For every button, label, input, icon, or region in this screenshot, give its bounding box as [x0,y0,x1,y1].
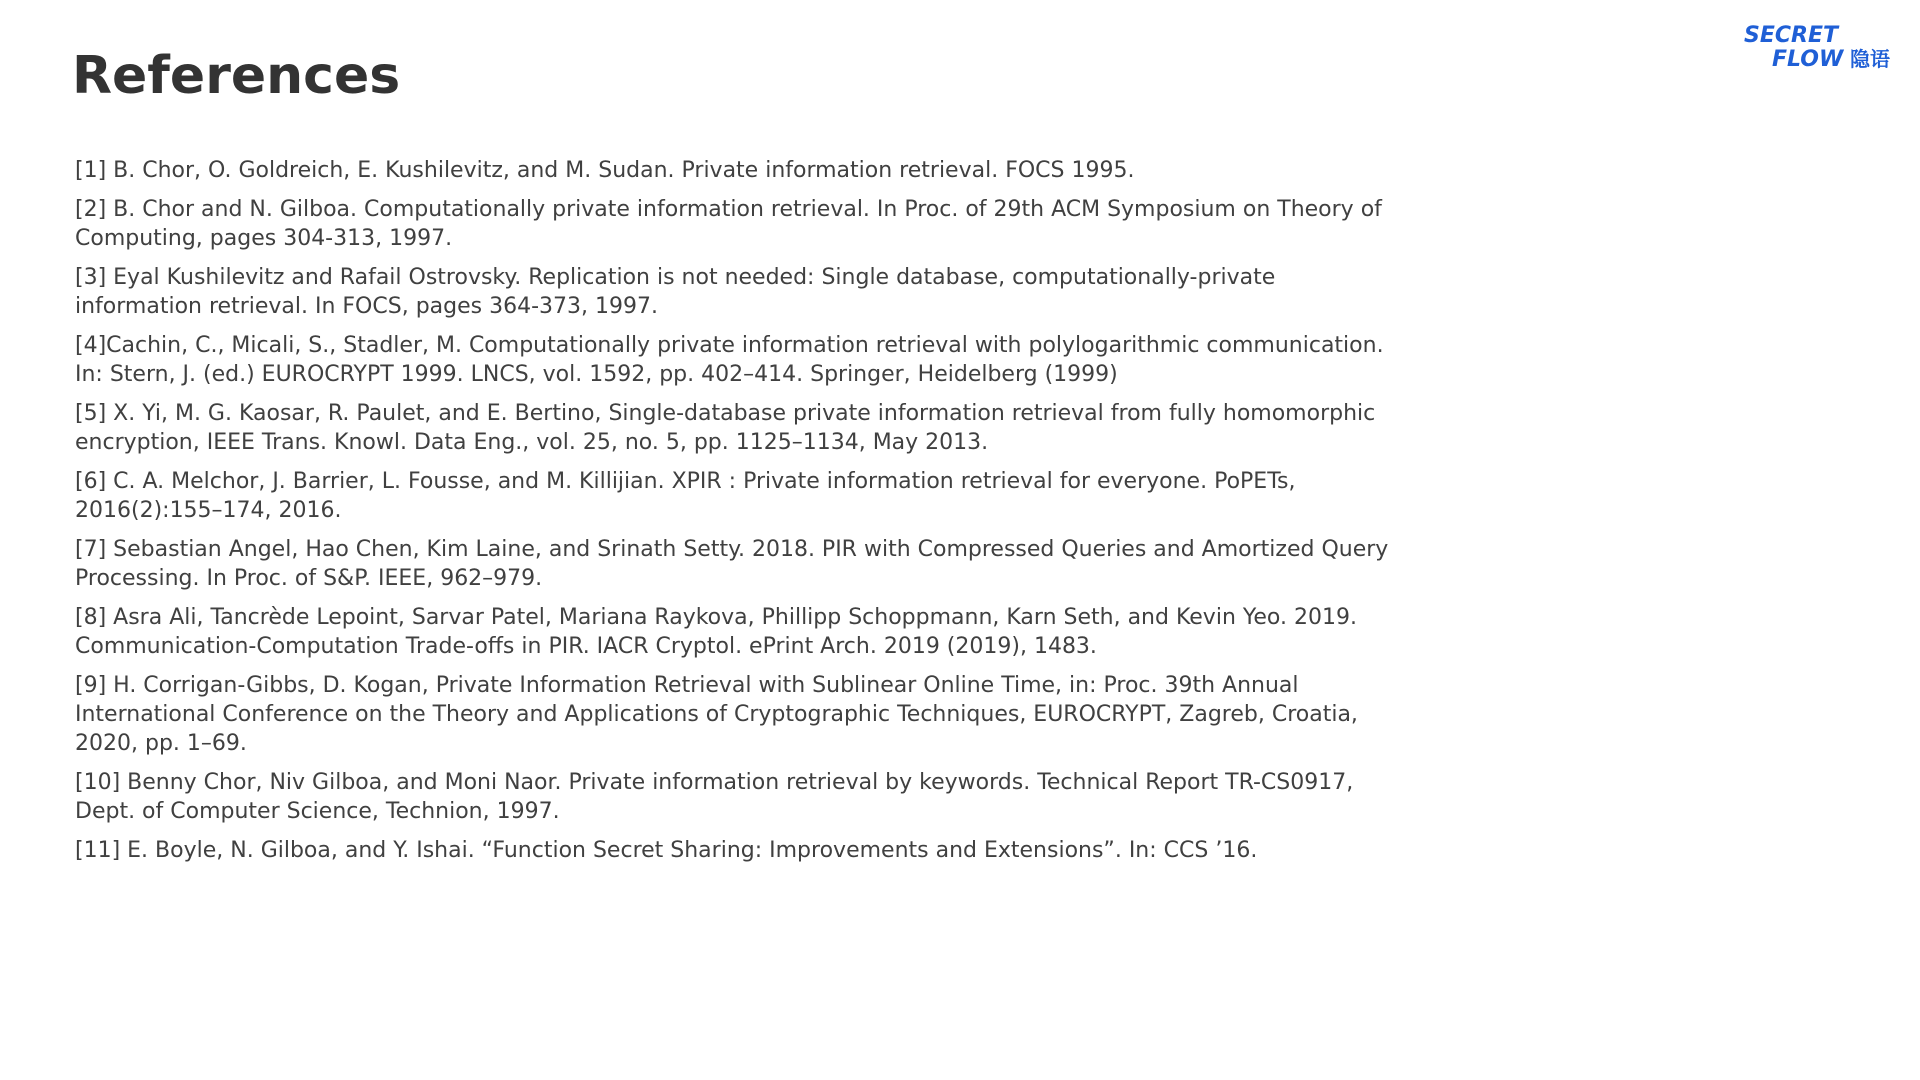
reference-item: [5] X. Yi, M. G. Kaosar, R. Paulet, and E. Bertino, Single-database private information retrieval from fully homomorphic encryption, IEEE Trans. Knowl. Data Eng., vol. 25, no. 5, pp. 1125–1134, May 2013. [75,401,1376,455]
reference-item: [8] Asra Ali, Tancrède Lepoint, Sarvar Patel, Mariana Raykova, Phillipp Schoppmann, Karn Seth, and Kevin Yeo. 2019. Communication-Computation Trade-offs in PIR. IACR Cryptol. ePrint Arch. 2019 (2019), 1483. [75,605,1357,659]
reference-list [75,156,1405,875]
reference-item: [11] E. Boyle, N. Gilboa, and Y. Ishai. “Function Secret Sharing: Improvements and Extensions”. In: CCS ’16. [75,838,1258,863]
reference-item: [6] C. A. Melchor, J. Barrier, L. Fousse, and M. Killijian. XPIR : Private information retrieval for everyone. PoPETs, 2016(2):155–174, 2016. [75,469,1296,523]
reference-item: [9] H. Corrigan-Gibbs, D. Kogan, Private Information Retrieval with Sublinear Online Time, in: Proc. 39th Annual International Conference on the Theory and Applications of Cryptographic Techniques, EUROCRYPT, Zagreb, Croatia, 2020, pp. 1–69. [75,673,1358,756]
reference-item: [1] B. Chor, O. Goldreich, E. Kushilevitz, and M. Sudan. Private information retrieval. FOCS 1995. [75,158,1135,183]
logo-text-flow: FLOW [1772,47,1844,72]
reference-item: [10] Benny Chor, Niv Gilboa, and Moni Naor. Private information retrieval by keywords. Technical Report TR-CS0917, Dept. of Computer Science, Technion, 1997. [75,770,1354,824]
reference-item: [2] B. Chor and N. Gilboa. Computationally private information retrieval. In Proc. of 29th ACM Symposium on Theory of Computing, pages 304-313, 1997. [75,197,1382,251]
logo-text-secret: SECRET [1744,23,1838,48]
page-title: References [72,46,401,106]
reference-item: [4]Cachin, C., Micali, S., Stadler, M. Computationally private information retrieval with polylogarithmic communication. In: Stern, J. (ed.) EUROCRYPT 1999. LNCS, vol. 1592, pp. 402–414. Springer, Heidelberg (1999) [75,333,1384,387]
reference-item: [3] Eyal Kushilevitz and Rafail Ostrovsky. Replication is not needed: Single database, computationally-private information retrieval. In FOCS, pages 364-373, 1997. [75,265,1276,319]
reference-item: [7] Sebastian Angel, Hao Chen, Kim Laine, and Srinath Setty. 2018. PIR with Compressed Queries and Amortized Query Processing. In Proc. of S&P. IEEE, 962–979. [75,537,1389,591]
logo-text-chinese: 隐语 [1850,47,1890,71]
secretflow-logo [1742,20,1912,72]
